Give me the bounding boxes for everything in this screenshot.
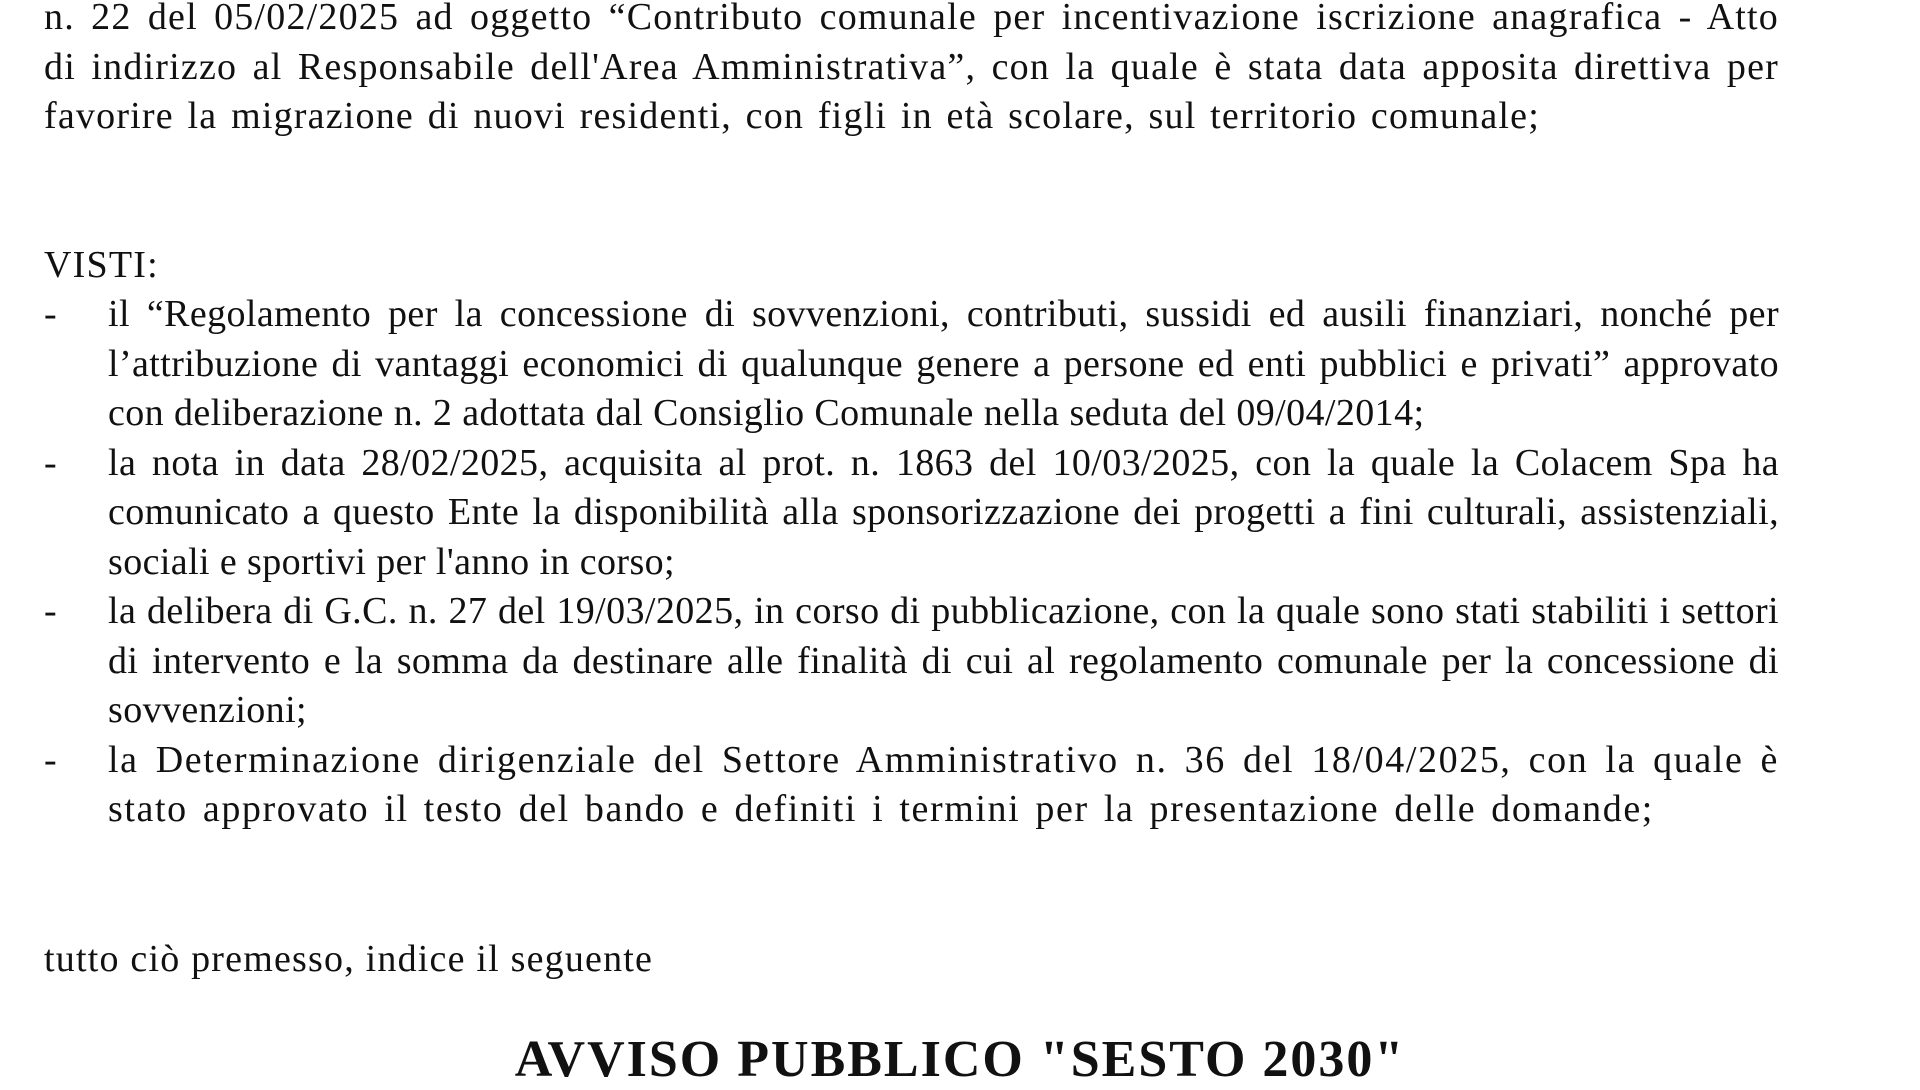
list-item-text: la delibera di G.C. n. 27 del 19/03/2025, in corso di pubblicazione, con la quale sono stati stabiliti i settori di intervento e la somma da destinare alle finalità di cui al regolamento comunale per la concessione di sovvenzioni; xyxy=(108,590,1779,731)
list-item xyxy=(44,290,1779,439)
visti-list xyxy=(44,290,1779,835)
list-dash: - xyxy=(44,293,58,335)
list-item xyxy=(44,439,1779,588)
list-dash: - xyxy=(44,441,58,484)
list-dash: - xyxy=(44,590,58,632)
list-item-text: il “Regolamento per la concessione di sovvenzioni, contributi, sussidi ed ausili finanziari, nonché per l’attribuzione di vantaggi economici di qualunque genere a persone ed enti pubblici e privati” approvato con deliberazione n. 2 adottata dal Consiglio Comunale nella seduta del 09/04/2014; xyxy=(108,293,1779,434)
list-item-text: la nota in data 28/02/2025, acquisita al prot. n. 1863 del 10/03/2025, con la quale la Colacem Spa ha comunicato a questo Ente la disponibilità alla sponsorizzazione dei progetti a fini culturali, assistenziali, sociali e sportivi per l'anno in corso; xyxy=(108,441,1779,583)
list-item xyxy=(44,587,1779,736)
visti-heading: VISTI: xyxy=(44,244,159,286)
page-title xyxy=(0,1030,1920,1090)
list-item xyxy=(44,736,1779,835)
list-dash: - xyxy=(44,738,58,781)
title-text: AVVISO PUBBLICO "SESTO 2030" xyxy=(514,1031,1406,1088)
intro-paragraph: n. 22 del 05/02/2025 ad oggetto “Contributo comunale per incentivazione iscrizione anagrafica - Atto di indirizzo al Responsabile dell'Area Amministrativa”, con la quale è stata data apposita direttiva per favorire la migrazione di nuovi residenti, con figli in età scolare, sul territorio comunale; xyxy=(44,0,1779,137)
closing-line: tutto ciò premesso, indice il seguente xyxy=(44,938,654,980)
list-item-text: la Determinazione dirigenziale del Settore Amministrativo n. 36 del 18/04/2025, con la quale è stato approvato il testo del bando e definiti i termini per la presentazione delle domande; xyxy=(108,738,1779,830)
